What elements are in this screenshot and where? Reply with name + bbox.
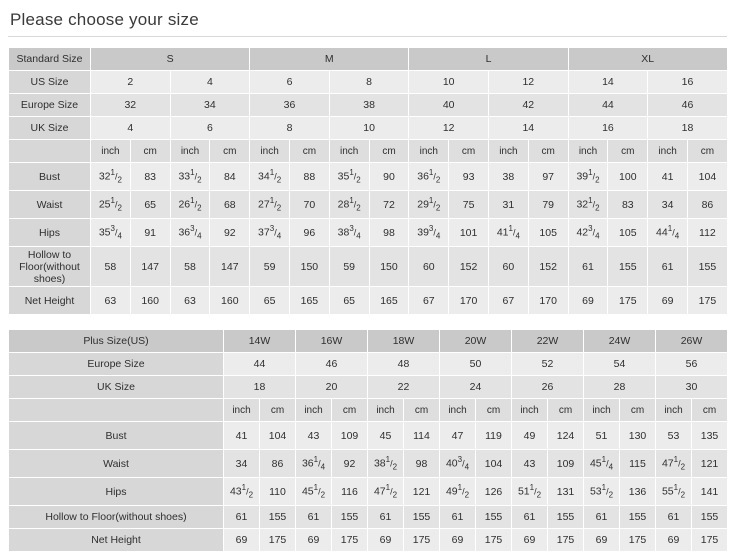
cell: $39^3/_4$ (409, 219, 449, 247)
row-label: Bust (9, 163, 91, 191)
cell: $45^1/_2$ (296, 478, 332, 506)
row-label: Net Height (9, 287, 91, 315)
cell: $32^1/_2$ (91, 163, 131, 191)
cell: 10 (409, 71, 489, 94)
table-row (9, 71, 728, 94)
row-label: Hollow to Floor(without shoes) (9, 506, 224, 529)
cell: $36^1/_4$ (296, 450, 332, 478)
cell: 24W (584, 330, 656, 353)
row-label: Waist (9, 191, 91, 219)
cell: 45 (368, 422, 404, 450)
unit-cell: cm (449, 140, 489, 163)
unit-cell: inch (296, 399, 332, 422)
unit-cell: cm (369, 140, 409, 163)
cell: $27^1/_2$ (250, 191, 290, 219)
row-label: Standard Size (9, 48, 91, 71)
cell: 165 (290, 287, 330, 315)
row-label: UK Size (9, 117, 91, 140)
cell: 152 (528, 247, 568, 287)
cell: 67 (409, 287, 449, 315)
cell: 175 (548, 529, 584, 552)
cell: 42 (488, 94, 568, 117)
cell: $47^1/_2$ (656, 450, 692, 478)
cell: 58 (170, 247, 210, 287)
cell: 114 (404, 422, 440, 450)
size-group-m: M (250, 48, 409, 71)
cell: $49^1/_2$ (440, 478, 476, 506)
row-label: Europe Size (9, 353, 224, 376)
cell: 38 (329, 94, 409, 117)
cell: 97 (528, 163, 568, 191)
table-row (9, 191, 728, 219)
cell: 6 (250, 71, 330, 94)
title-divider (8, 36, 727, 37)
unit-cell: inch (440, 399, 476, 422)
cell: 91 (130, 219, 170, 247)
table-row (9, 219, 728, 247)
table-row (9, 94, 728, 117)
cell: 90 (369, 163, 409, 191)
cell: 69 (512, 529, 548, 552)
cell: $34^1/_2$ (250, 163, 290, 191)
cell: 155 (608, 247, 648, 287)
cell: 150 (369, 247, 409, 287)
cell: 8 (250, 117, 330, 140)
cell: $40^3/_4$ (440, 450, 476, 478)
cell: 24 (440, 376, 512, 399)
cell: 109 (548, 450, 584, 478)
cell: 175 (688, 287, 728, 315)
unit-cell: cm (260, 399, 296, 422)
unit-cell: cm (692, 399, 728, 422)
cell: 84 (210, 163, 250, 191)
cell: 175 (608, 287, 648, 315)
cell: 105 (608, 219, 648, 247)
table-row (9, 478, 728, 506)
cell: $45^1/_4$ (584, 450, 620, 478)
cell: 75 (449, 191, 489, 219)
cell: 110 (260, 478, 296, 506)
cell: 61 (440, 506, 476, 529)
cell: 70 (290, 191, 330, 219)
cell: 152 (449, 247, 489, 287)
unit-cell: inch (656, 399, 692, 422)
cell: 101 (449, 219, 489, 247)
cell: 41 (224, 422, 260, 450)
table-row (9, 117, 728, 140)
cell: $38^1/_2$ (368, 450, 404, 478)
cell: 131 (548, 478, 584, 506)
cell: 155 (260, 506, 296, 529)
cell: 16 (648, 71, 728, 94)
cell: 92 (210, 219, 250, 247)
cell: 115 (620, 450, 656, 478)
cell: 61 (568, 247, 608, 287)
cell: 69 (656, 529, 692, 552)
cell: $38^3/_4$ (329, 219, 369, 247)
cell: 155 (332, 506, 368, 529)
cell: 150 (290, 247, 330, 287)
size-group-s: S (91, 48, 250, 71)
cell: 43 (512, 450, 548, 478)
cell: 155 (620, 506, 656, 529)
cell: 61 (512, 506, 548, 529)
unit-cell: cm (688, 140, 728, 163)
unit-cell: cm (210, 140, 250, 163)
cell: 98 (369, 219, 409, 247)
cell: 14W (224, 330, 296, 353)
cell: $39^1/_2$ (568, 163, 608, 191)
cell: 160 (210, 287, 250, 315)
cell: 52 (512, 353, 584, 376)
size-group-xl: XL (568, 48, 727, 71)
cell: 44 (224, 353, 296, 376)
cell: 34 (224, 450, 260, 478)
cell: 38 (488, 163, 528, 191)
cell: 155 (476, 506, 512, 529)
cell: $25^1/_2$ (91, 191, 131, 219)
table-row (9, 376, 728, 399)
size-group-l: L (409, 48, 568, 71)
cell: 20 (296, 376, 368, 399)
cell: 121 (692, 450, 728, 478)
cell: 47 (440, 422, 476, 450)
unit-cell: cm (290, 140, 330, 163)
cell: 93 (449, 163, 489, 191)
cell: $44^1/_4$ (648, 219, 688, 247)
row-label: Net Height (9, 529, 224, 552)
cell: 51 (584, 422, 620, 450)
cell: 22W (512, 330, 584, 353)
cell: 26 (512, 376, 584, 399)
cell: 22 (368, 376, 440, 399)
cell: 147 (210, 247, 250, 287)
cell: 61 (368, 506, 404, 529)
cell: 40 (409, 94, 489, 117)
cell: 59 (250, 247, 290, 287)
unit-row (9, 140, 728, 163)
cell: 68 (210, 191, 250, 219)
cell: 104 (688, 163, 728, 191)
table-row (9, 506, 728, 529)
cell: 61 (656, 506, 692, 529)
cell: 63 (170, 287, 210, 315)
unit-row (9, 399, 728, 422)
row-label (9, 140, 91, 163)
cell: 86 (688, 191, 728, 219)
cell: 155 (404, 506, 440, 529)
table-row (9, 330, 728, 353)
cell: 41 (648, 163, 688, 191)
row-label: Hips (9, 219, 91, 247)
cell: 6 (170, 117, 250, 140)
cell: 30 (656, 376, 728, 399)
unit-cell: cm (130, 140, 170, 163)
unit-cell: inch (329, 140, 369, 163)
cell: 32 (91, 94, 171, 117)
cell: 61 (296, 506, 332, 529)
cell: $51^1/_2$ (512, 478, 548, 506)
plus-size-table (8, 329, 728, 552)
row-label (9, 399, 224, 422)
cell: 112 (688, 219, 728, 247)
row-label: Plus Size(US) (9, 330, 224, 353)
cell: $41^1/_4$ (488, 219, 528, 247)
cell: 147 (130, 247, 170, 287)
cell: 67 (488, 287, 528, 315)
table-row (9, 529, 728, 552)
cell: $33^1/_2$ (170, 163, 210, 191)
cell: 160 (130, 287, 170, 315)
cell: 88 (290, 163, 330, 191)
cell: 46 (648, 94, 728, 117)
cell: $37^3/_4$ (250, 219, 290, 247)
cell: 49 (512, 422, 548, 450)
cell: 79 (528, 191, 568, 219)
cell: $53^1/_2$ (584, 478, 620, 506)
standard-size-table (8, 47, 728, 315)
unit-cell: cm (528, 140, 568, 163)
cell: 104 (476, 450, 512, 478)
table-row (9, 163, 728, 191)
cell: 12 (488, 71, 568, 94)
row-label: Bust (9, 422, 224, 450)
cell: $35^3/_4$ (91, 219, 131, 247)
cell: 175 (332, 529, 368, 552)
cell: 8 (329, 71, 409, 94)
cell: 63 (91, 287, 131, 315)
cell: 43 (296, 422, 332, 450)
unit-cell: inch (584, 399, 620, 422)
cell: 50 (440, 353, 512, 376)
cell: $28^1/_2$ (329, 191, 369, 219)
unit-cell: inch (91, 140, 131, 163)
cell: 69 (224, 529, 260, 552)
cell: 65 (250, 287, 290, 315)
cell: 65 (329, 287, 369, 315)
cell: $55^1/_2$ (656, 478, 692, 506)
cell: 60 (488, 247, 528, 287)
cell: 4 (91, 117, 171, 140)
cell: 155 (692, 506, 728, 529)
cell: 175 (692, 529, 728, 552)
cell: 124 (548, 422, 584, 450)
cell: 53 (656, 422, 692, 450)
cell: $29^1/_2$ (409, 191, 449, 219)
cell: 34 (648, 191, 688, 219)
cell: 54 (584, 353, 656, 376)
cell: 170 (528, 287, 568, 315)
unit-cell: cm (332, 399, 368, 422)
unit-cell: inch (648, 140, 688, 163)
cell: 61 (648, 247, 688, 287)
table-gap (0, 315, 735, 329)
cell: 141 (692, 478, 728, 506)
cell: 4 (170, 71, 250, 94)
unit-cell: cm (608, 140, 648, 163)
cell: 14 (488, 117, 568, 140)
cell: $47^1/_2$ (368, 478, 404, 506)
cell: 116 (332, 478, 368, 506)
cell: 69 (368, 529, 404, 552)
unit-cell: cm (548, 399, 584, 422)
cell: 130 (620, 422, 656, 450)
cell: 34 (170, 94, 250, 117)
table-row (9, 287, 728, 315)
cell: 14 (568, 71, 648, 94)
cell: $36^1/_2$ (409, 163, 449, 191)
cell: $42^3/_4$ (568, 219, 608, 247)
unit-cell: cm (404, 399, 440, 422)
cell: 100 (608, 163, 648, 191)
cell: 69 (584, 529, 620, 552)
row-label: Waist (9, 450, 224, 478)
cell: 10 (329, 117, 409, 140)
cell: 36 (250, 94, 330, 117)
cell: $43^1/_2$ (224, 478, 260, 506)
cell: 44 (568, 94, 648, 117)
page-title: Please choose your size (10, 10, 199, 29)
table-row (9, 450, 728, 478)
cell: 16W (296, 330, 368, 353)
cell: 56 (656, 353, 728, 376)
unit-cell: inch (568, 140, 608, 163)
unit-cell: inch (512, 399, 548, 422)
unit-cell: inch (250, 140, 290, 163)
row-label: UK Size (9, 376, 224, 399)
cell: 175 (260, 529, 296, 552)
cell: 28 (584, 376, 656, 399)
cell: $26^1/_2$ (170, 191, 210, 219)
table-row (9, 422, 728, 450)
table-row (9, 48, 728, 71)
cell: 18 (648, 117, 728, 140)
cell: 126 (476, 478, 512, 506)
cell: $36^3/_4$ (170, 219, 210, 247)
cell: 175 (620, 529, 656, 552)
cell: 72 (369, 191, 409, 219)
cell: 104 (260, 422, 296, 450)
cell: 69 (648, 287, 688, 315)
unit-cell: inch (224, 399, 260, 422)
cell: 165 (369, 287, 409, 315)
cell: 69 (440, 529, 476, 552)
cell: 46 (296, 353, 368, 376)
unit-cell: cm (476, 399, 512, 422)
cell: 16 (568, 117, 648, 140)
cell: 175 (476, 529, 512, 552)
cell: 12 (409, 117, 489, 140)
cell: 61 (584, 506, 620, 529)
unit-cell: inch (170, 140, 210, 163)
cell: 60 (409, 247, 449, 287)
cell: 86 (260, 450, 296, 478)
cell: 136 (620, 478, 656, 506)
unit-cell: inch (488, 140, 528, 163)
cell: 119 (476, 422, 512, 450)
cell: 2 (91, 71, 171, 94)
cell: 175 (404, 529, 440, 552)
cell: $35^1/_2$ (329, 163, 369, 191)
cell: 26W (656, 330, 728, 353)
cell: 48 (368, 353, 440, 376)
row-label: Europe Size (9, 94, 91, 117)
cell: 155 (548, 506, 584, 529)
cell: $32^1/_2$ (568, 191, 608, 219)
cell: 61 (224, 506, 260, 529)
cell: 18W (368, 330, 440, 353)
table-row (9, 247, 728, 287)
cell: 83 (130, 163, 170, 191)
cell: 121 (404, 478, 440, 506)
cell: 58 (91, 247, 131, 287)
cell: 83 (608, 191, 648, 219)
cell: 69 (296, 529, 332, 552)
cell: 92 (332, 450, 368, 478)
cell: 18 (224, 376, 296, 399)
cell: 59 (329, 247, 369, 287)
unit-cell: inch (368, 399, 404, 422)
cell: 109 (332, 422, 368, 450)
row-label: Hollow to Floor(without shoes) (9, 247, 91, 287)
cell: 96 (290, 219, 330, 247)
table-row (9, 353, 728, 376)
unit-cell: inch (409, 140, 449, 163)
cell: 135 (692, 422, 728, 450)
row-label: US Size (9, 71, 91, 94)
cell: 155 (688, 247, 728, 287)
cell: 31 (488, 191, 528, 219)
unit-cell: cm (620, 399, 656, 422)
row-label: Hips (9, 478, 224, 506)
cell: 105 (528, 219, 568, 247)
cell: 65 (130, 191, 170, 219)
cell: 170 (449, 287, 489, 315)
cell: 69 (568, 287, 608, 315)
cell: 20W (440, 330, 512, 353)
cell: 98 (404, 450, 440, 478)
